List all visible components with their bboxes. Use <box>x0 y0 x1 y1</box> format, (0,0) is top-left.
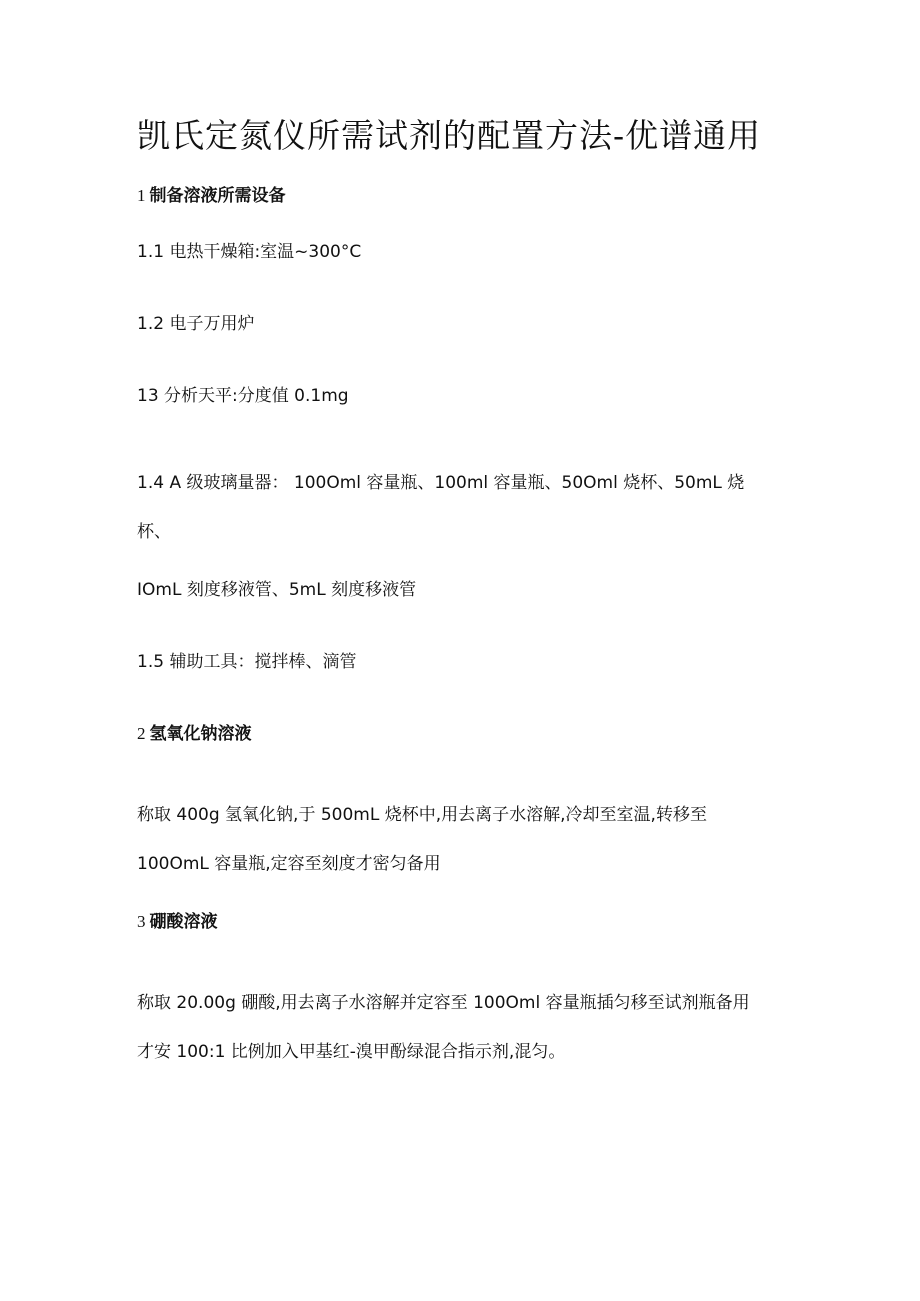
item-1-3: 13 分析天平:分度值 0.1mg <box>137 386 349 406</box>
section-3-heading <box>137 910 218 934</box>
section-3-number: 3 <box>137 912 146 931</box>
section-1-number: 1 <box>137 186 146 205</box>
section-2-title: 氢氧化钠溶液 <box>149 724 252 744</box>
item-1-1: 1.1 电热干燥箱:室温~300°C <box>137 242 362 262</box>
section-3-paragraph-line-1: 称取 20.00g 硼酸,用去离子水溶解并定容至 100Oml 容量瓶插匀移至试剂瓶备用 <box>137 993 750 1013</box>
section-1-title: 制备溶液所需设备 <box>149 186 286 206</box>
section-2-number: 2 <box>137 724 146 743</box>
item-1-4-pipettes: IOmL 刻度移液管、5mL 刻度移液管 <box>137 580 417 600</box>
item-1-5: 1.5 辅助工具：搅拌棒、滴管 <box>137 652 357 672</box>
item-1-4-continued: 杯、 <box>137 522 171 542</box>
item-1-4: 1.4 A 级玻璃量器： 100Oml 容量瓶、100ml 容量瓶、50Oml 烧杯、50mL 烧 <box>137 473 745 493</box>
section-3-title: 硼酸溶液 <box>149 912 218 932</box>
section-2-heading <box>137 722 252 746</box>
document-title: 凯氏定氮仪所需试剂的配置方法-优谱通用 <box>137 116 762 155</box>
section-3-paragraph-line-2: 才安 100:1 比例加入甲基红-溴甲酚绿混合指示剂,混匀。 <box>137 1042 566 1062</box>
section-1-heading <box>137 184 286 208</box>
item-1-2: 1.2 电子万用炉 <box>137 314 255 334</box>
section-2-paragraph-line-1: 称取 400g 氢氧化钠,于 500mL 烧杯中,用去离子水溶解,冷却至室温,转移至 <box>137 805 707 825</box>
section-2-paragraph-line-2: 100OmL 容量瓶,定容至刻度才密匀备用 <box>137 854 441 874</box>
